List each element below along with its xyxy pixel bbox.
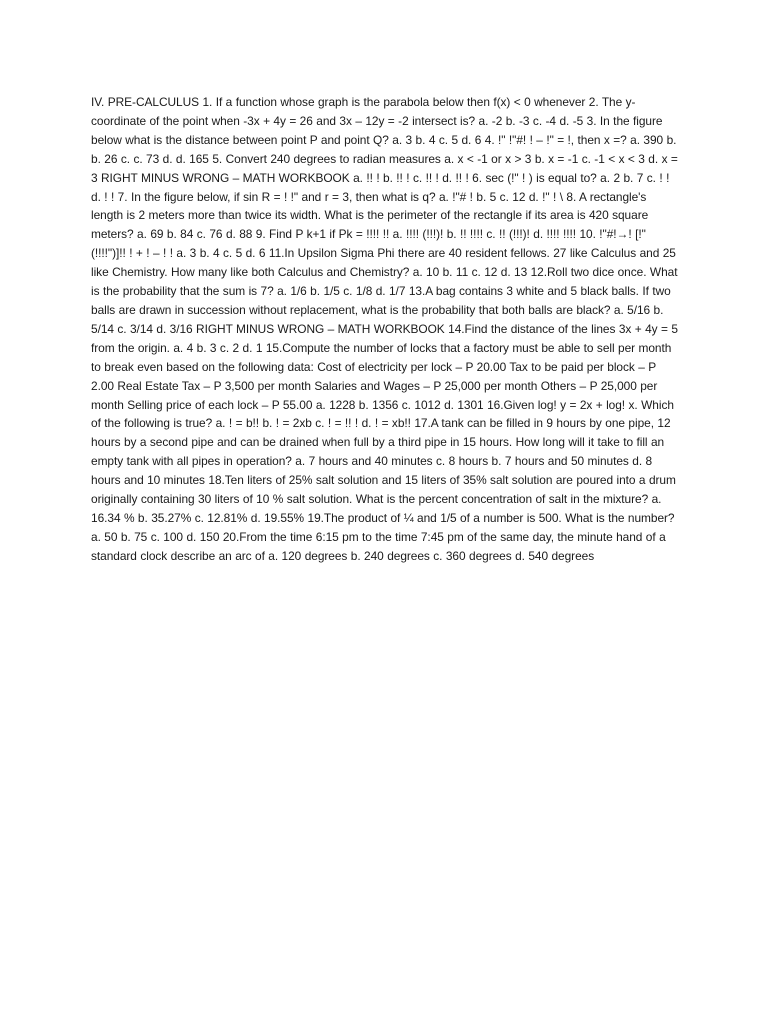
document-body-text: IV. PRE-CALCULUS 1. If a function whose graph is the parabola below then f(x) < 0 whenever 2. The y-coordinate of the point when -3x + 4y = 26 and 3x – 12y = -2 intersect is? a. -2 b. -3 c. -4 d. -5 3. In the figure below what is the distance between point P and point Q? a. 3 b. 4 c. 5 d. 6 4. !" !"#! ! – !" = !, then x =? a. 390 b. b. 26 c. c. 73 d. d. 165 5. Convert 240 degrees to radian measures a. x < -1 or x > 3 b. x = -1 c. -1 < x < 3 d. x = 3 RIGHT MINUS WRONG – MATH WORKBOOK a. !! ! b. !! ! c. !! ! d. !! ! 6. sec (!" ! ) is equal to? a. 2 b. 7 c. ! ! d. ! ! 7. In the figure below, if sin R = ! !" and r = 3, then what is q? a. !"# ! b. 5 c. 12 d. !" ! \ 8. A rectangle's length is 2 meters more than twice its width. What is the perimeter of the rectangle if its area is 420 square meters? a. 69 b. 84 c. 76 d. 88 9. Find P k+1 if Pk = !!!! !! a. !!!! (!!!)! b. !! !!!! c. !! (!!!)! d. !!!! !!!! 10. !"#!→! [!" (!!!!")]!! ! + ! – ! ! a. 3 b. 4 c. 5 d. 6 11.In Upsilon Sigma Phi there are 40 resident fellows. 27 like Calculus and 25 like Chemistry. How many like both Calculus and Chemistry? a. 10 b. 11 c. 12 d. 13 12.Roll two dice once. What is the probability that the sum is 7? a. 1/6 b. 1/5 c. 1/8 d. 1/7 13.A bag contains 3 white and 5 black balls. If two balls are drawn in succession without replacement, what is the probability that both balls are black? a. 5/16 b. 5/14 c. 3/14 d. 3/16 RIGHT MINUS WRONG – MATH WORKBOOK 14.Find the distance of the lines 3x + 4y = 5 from the origin. a. 4 b. 3 c. 2 d. 1 15.Compute the number of locks that a factory must be able to sell per month to break even based on the following data: Cost of electricity per lock – P 20.00 Tax to be paid per block – P 2.00 Real Estate Tax – P 3,500 per month Salaries and Wages – P 25,000 per month Others – P 25,000 per month Selling price of each lock – P 55.00 a. 1228 b. 1356 c. 1012 d. 1301 16.Given log! y = 2x + log! x. Which of the following is true? a. ! = b!! b. ! = 2xb c. ! = !! ! d. ! = xb!! 17.A tank can be filled in 9 hours by one pipe, 12 hours by a second pipe and can be drained when full by a third pipe in 15 hours. How long will it take to fill an empty tank with all pipes in operation? a. 7 hours and 40 minutes c. 8 hours b. 7 hours and 50 minutes d. 8 hours and 10 minutes 18.Ten liters of 25% salt solution and 15 liters of 35% salt solution are poured into a drum originally containing 30 liters of 10 % salt solution. What is the percent concentration of salt in the mixture? a. 16.34 % b. 35.27% c. 12.81% d. 19.55% 19.The product of ¼ and 1/5 of a number is 500. What is the number? a. 50 b. 75 c. 100 d. 150 20.From the time 6:15 pm to the time 7:45 pm of the same day, the minute hand of a standard clock describe an arc of a. 120 degrees b. 240 degrees c. 360 degrees d. 540 degrees	[91, 95, 678, 563]
